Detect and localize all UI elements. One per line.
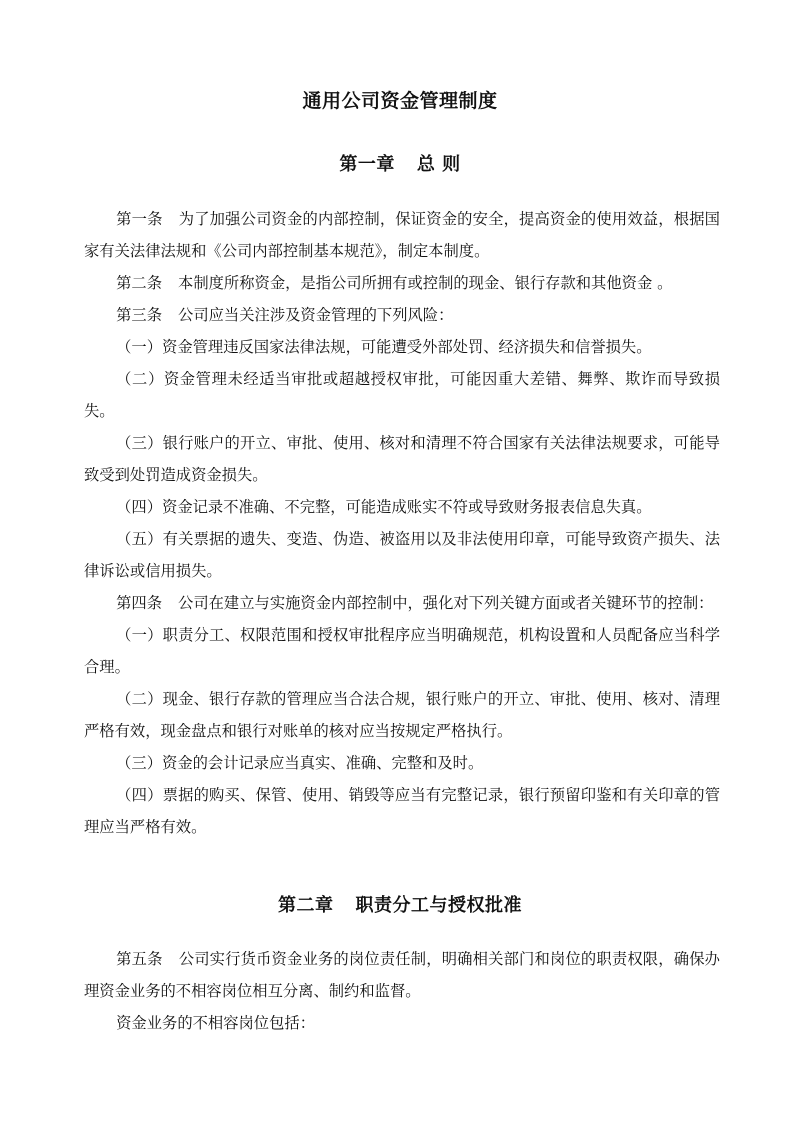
document-title: 通用公司资金管理制度	[302, 90, 498, 112]
paragraph-text: 公司应当关注涉及资金管理的下列风险：	[178, 306, 454, 324]
article-paragraph	[84, 943, 720, 1007]
paragraph-text: 公司实行货币资金业务的岗位责任制，明确相关部门和岗位的职责权限，确保办理资金业务的不相容岗位相互分离、制约和监督。	[84, 950, 720, 1000]
paragraph-text: （三）资金的会计记录应当真实、准确、完整和及时。	[116, 754, 484, 772]
article-number: 第一条	[116, 210, 163, 228]
list-item-paragraph	[84, 427, 720, 491]
article-paragraph	[84, 587, 720, 619]
chapter-2-body	[84, 943, 720, 1039]
list-item-paragraph	[84, 523, 720, 587]
article-paragraph	[84, 267, 720, 299]
list-item-paragraph	[84, 331, 720, 363]
paragraph-text: 为了加强公司资金的内部控制，保证资金的安全，提高资金的使用效益，根据国家有关法律法规和《公司内部控制基本规范》，制定本制度。	[84, 210, 720, 260]
chapter-1-body	[84, 203, 720, 843]
chapter-2-heading	[0, 891, 800, 917]
list-item-paragraph	[84, 363, 720, 427]
chapter-2-name: 职责分工与授权批准	[355, 895, 522, 916]
paragraph-text: （一）职责分工、权限范围和授权审批程序应当明确规范，机构设置和人员配备应当科学合理。	[84, 626, 720, 676]
list-item-paragraph	[84, 683, 720, 747]
list-item-paragraph	[84, 619, 720, 683]
paragraph-text: 资金业务的不相容岗位包括：	[116, 1014, 315, 1032]
list-item-paragraph	[84, 1007, 720, 1039]
paragraph-text: 公司在建立与实施资金内部控制中，强化对下列关键方面或者关键环节的控制：	[178, 594, 714, 612]
paragraph-text: （二）现金、银行存款的管理应当合法合规，银行账户的开立、审批、使用、核对、清理严格有效，现金盘点和银行对账单的核对应当按规定严格执行。	[84, 690, 720, 740]
article-number: 第五条	[116, 950, 163, 968]
chapter-1-number: 第一章	[339, 154, 395, 175]
article-number: 第二条	[116, 274, 163, 292]
list-item-paragraph	[84, 747, 720, 779]
paragraph-text: （四）资金记录不准确、不完整，可能造成账实不符或导致财务报表信息失真。	[116, 498, 652, 516]
chapter-2-number: 第二章	[278, 895, 334, 916]
paragraph-text: （一）资金管理违反国家法律法规，可能遭受外部处罚、经济损失和信誉损失。	[116, 338, 652, 356]
list-item-paragraph	[84, 779, 720, 843]
paragraph-text: （五）有关票据的遗失、变造、伪造、被盗用以及非法使用印章，可能导致资产损失、法律诉讼或信用损失。	[84, 530, 720, 580]
article-paragraph	[84, 299, 720, 331]
paragraph-text: （四）票据的购买、保管、使用、销毁等应当有完整记录，银行预留印鉴和有关印章的管理应当严格有效。	[84, 786, 720, 836]
paragraph-text: （三）银行账户的开立、审批、使用、核对和清理不符合国家有关法律法规要求，可能导致受到处罚造成资金损失。	[84, 434, 720, 484]
chapter-1-heading	[0, 150, 800, 176]
paragraph-text: （二）资金管理未经适当审批或超越授权审批，可能因重大差错、舞弊、欺诈而导致损失。	[84, 370, 720, 420]
chapter-1-name: 总 则	[416, 154, 461, 175]
article-number: 第四条	[116, 594, 163, 612]
article-number: 第三条	[116, 306, 163, 324]
article-paragraph	[84, 203, 720, 267]
list-item-paragraph	[84, 491, 720, 523]
paragraph-text: 本制度所称资金，是指公司所拥有或控制的现金、银行存款和其他资金 。	[178, 274, 673, 292]
